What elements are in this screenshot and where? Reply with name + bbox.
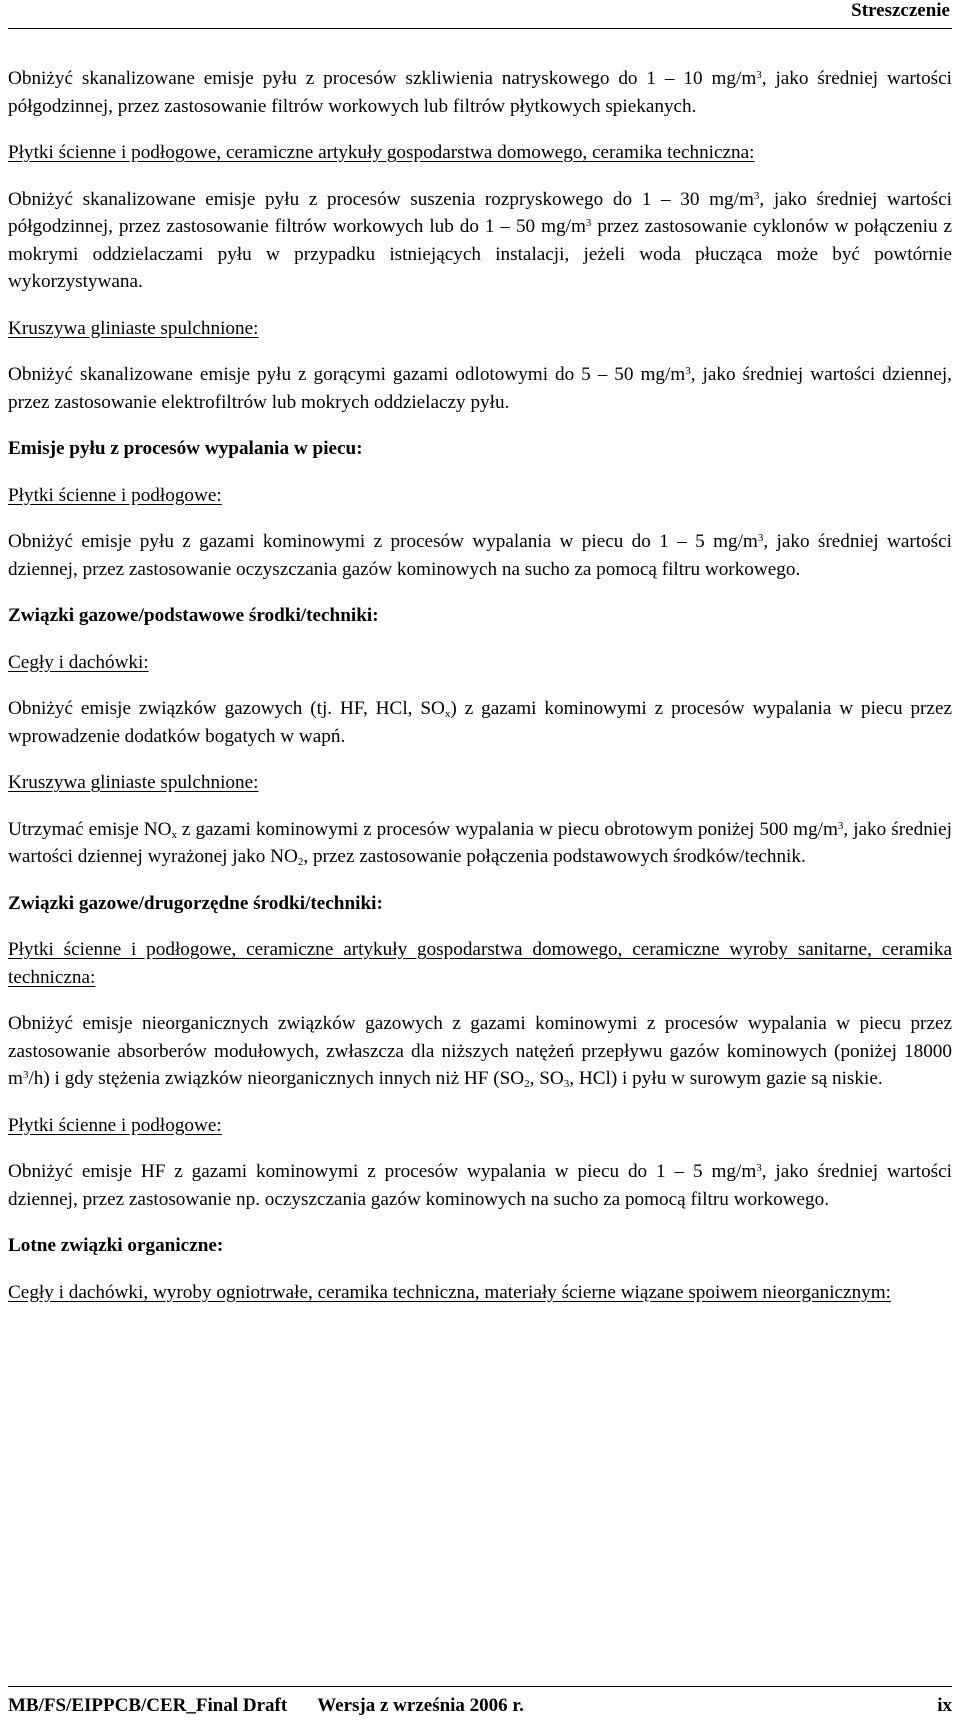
- page-footer: [8, 1686, 952, 1717]
- subheading-bricks-refractory-abrasives: Cegły i dachówki, wyroby ogniotrwałe, ceramika techniczna, materiały ścierne wiązane spoiwem nieorganicznym:: [8, 1281, 892, 1303]
- heading-voc: Lotne związki organiczne:: [8, 1235, 224, 1256]
- subheading-wall-floor-tiles-2: Płytki ścienne i podłogowe:: [8, 1114, 222, 1136]
- subheading-tiles-household-technical: Płytki ścienne i podłogowe, ceramiczne artykuły gospodarstwa domowego, ceramika techniczna:: [8, 142, 755, 163]
- paragraph-calcium-additives: Obniżyć emisje związków gazowych (tj. HF, HCl, $SO_x$) z gazami kominowymi z procesów wypalania w piecu przez wprowadzenie dodatków bogatych w wapń.: [8, 698, 952, 747]
- paragraph-nox-rotary-kiln: Utrzymać emisje $NO_x$ z gazami kominowymi z procesów wypalania w piecu obrotowym poniżej 500 $mg/m^3$, jako średniej wartości dziennej wyrażonej jako $NO_2$, przez zastosowanie połączenia podstawowych środków/technik.: [8, 818, 952, 868]
- paragraph-modular-absorbers: Obniżyć emisje nieorganicznych związków gazowych z gazami kominowymi z procesów wypalania w piecu przez zastosowanie absorberów modułowych, zwłaszcza dla niższych natężeń przepływu gazów kominowych (poniżej 18000 $m^3/h$) i gdy stężenia związków nieorganicznych innych niż HF ($SO_2$, $SO_3$, HCl) i pyłu w surowym gazie są niskie.: [8, 1013, 952, 1090]
- subheading-bricks-roof-tiles-1: Cegły i dachówki:: [8, 651, 149, 673]
- footer-left: [8, 1695, 524, 1717]
- paragraph-hot-flue-gas-dust: Obniżyć skanalizowane emisje pyłu z gorącymi gazami odlotowymi do 5 – 50 $mg/m^3$, jako średniej wartości dziennej, przez zastosowanie elektrofiltrów lub mokrych oddzielaczy pyłu.: [8, 364, 952, 413]
- subheading-expanded-clay-1: Kruszywa gliniaste spulchnione:: [8, 317, 259, 339]
- paragraph-hf-emissions: Obniżyć emisje HF z gazami kominowymi z procesów wypalania w piecu do 1 – 5 $mg/m^3$, jako średniej wartości dziennej, przez zastosowanie np. oczyszczania gazów kominowych na sucho za pomocą filtru workowego.: [8, 1161, 952, 1210]
- heading-gas-secondary-measures: Związki gazowe/drugorzędne środki/techniki:: [8, 892, 383, 914]
- paragraph-glazing-dust: Obniżyć skanalizowane emisje pyłu z procesów szkliwienia natryskowego do 1 – 10 $mg/m^3$, jako średniej wartości półgodzinnej, przez zastosowanie filtrów workowych lub filtrów płytkowych spiekanych.: [8, 68, 952, 117]
- page-header: [8, 0, 952, 29]
- document-version: Wersja z września 2006 r.: [317, 1695, 524, 1716]
- page-number: ix: [937, 1695, 952, 1716]
- paragraph-spray-drying-dust: Obniżyć skanalizowane emisje pyłu z procesów suszenia rozpryskowego do 1 – 30 $mg/m^3$, jako średniej wartości półgodzinnej, przez zastosowanie filtrów workowych lub do 1 – 50 $mg/m^3$ przez zastosowanie cyklonów w połączeniu z mokrymi oddzielaczami pyłu w przypadku istniejących instalacji, jeżeli woda płucząca może być powtórnie wykorzystywana.: [8, 188, 952, 292]
- subheading-expanded-clay-2: Kruszywa gliniaste spulchnione:: [8, 772, 259, 793]
- subheading-tiles-sanitary-technical: Płytki ścienne i podłogowe, ceramiczne artykuły gospodarstwa domowego, ceramiczne wyroby sanitarne, ceramika techniczna:: [8, 939, 952, 988]
- subheading-wall-floor-tiles-1: Płytki ścienne i podłogowe:: [8, 484, 222, 506]
- paragraph-kiln-dust-filter: Obniżyć emisje pyłu z gazami kominowymi z procesów wypalania w piecu do 1 – 5 $mg/m^3$, jako średniej wartości dziennej, przez zastosowanie oczyszczania gazów kominowych na sucho za pomocą filtru workowego.: [8, 531, 953, 580]
- document-id: MB/FS/EIPPCB/CER_Final Draft: [8, 1695, 288, 1716]
- section-title: Streszczenie: [851, 0, 950, 21]
- heading-kiln-dust: Emisje pyłu z procesów wypalania w piecu:: [8, 438, 363, 459]
- heading-gas-primary-measures: Związki gazowe/podstawowe środki/techniki:: [8, 605, 379, 626]
